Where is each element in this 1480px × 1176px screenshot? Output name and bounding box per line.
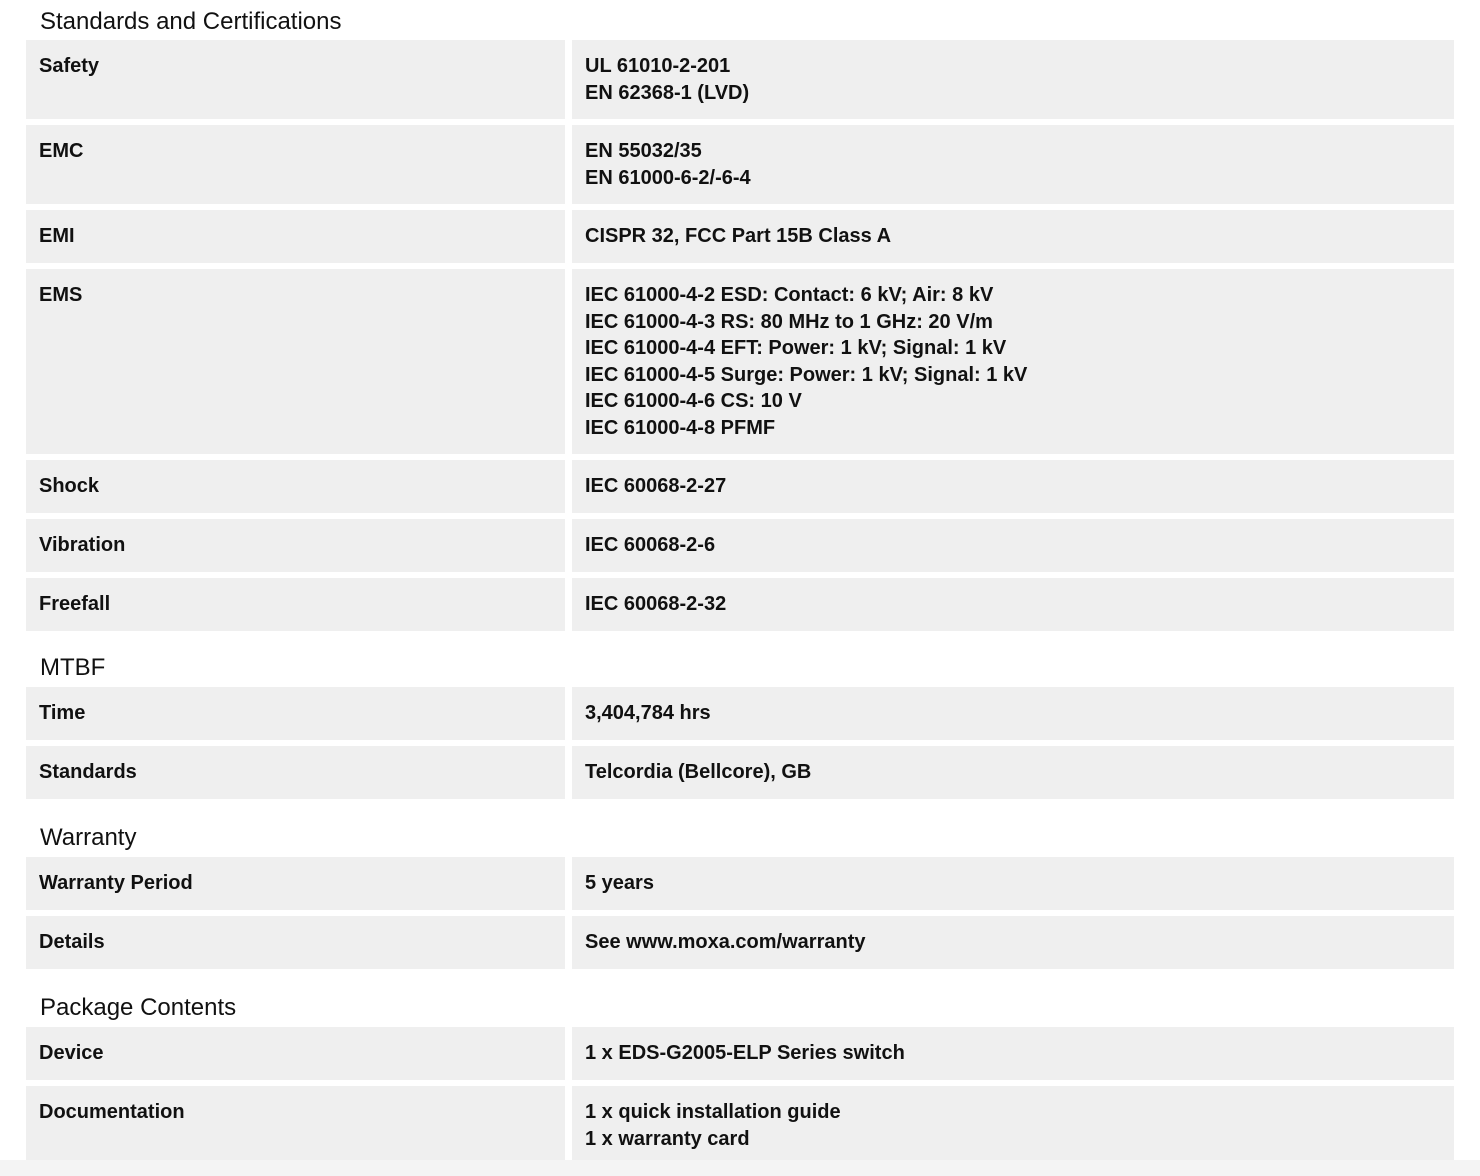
value-line: IEC 60068-2-6: [585, 534, 716, 556]
value-line: 3,404,784 hrs: [585, 702, 711, 724]
value-line: EN 61000-6-2/-6-4: [585, 166, 751, 189]
row-label: EMC: [26, 125, 572, 210]
value-line: IEC 60068-2-27: [585, 475, 727, 497]
row-label: Vibration: [26, 519, 572, 578]
row-label: Freefall: [26, 578, 572, 637]
row-value: [572, 1086, 1454, 1171]
value-line: Telcordia (Bellcore), GB: [585, 761, 812, 783]
value-line: CISPR 32, FCC Part 15B Class A: [585, 225, 892, 247]
section-title-package-contents: Package Contents: [40, 994, 237, 1021]
row-label: Documentation: [26, 1086, 572, 1171]
row-value: [572, 40, 1454, 125]
table-row: [26, 857, 1454, 916]
table-row: [26, 269, 1454, 460]
section-title-mtbf: MTBF: [40, 654, 106, 681]
row-value: [572, 916, 1454, 975]
row-label: Details: [26, 916, 572, 975]
value-line: IEC 61000-4-8 PFMF: [585, 416, 776, 439]
value-line: IEC 61000-4-6 CS: 10 V: [585, 390, 802, 412]
value-line: See www.moxa.com/warranty: [585, 931, 866, 953]
row-value: [572, 1027, 1454, 1086]
row-value: [572, 687, 1454, 746]
row-value: [572, 460, 1454, 519]
value-line: 1 x EDS-G2005-ELP Series switch: [585, 1042, 905, 1064]
table-row: [26, 519, 1454, 578]
value-line: EN 62368-1 (LVD): [585, 81, 750, 104]
table-row: [26, 578, 1454, 637]
value-line: 1 x quick installation guide: [585, 1101, 841, 1123]
table-row: [26, 916, 1454, 975]
row-label: EMI: [26, 210, 572, 269]
table-row: [26, 125, 1454, 210]
row-label: Safety: [26, 40, 572, 125]
row-value: [572, 519, 1454, 578]
row-label: Warranty Period: [26, 857, 572, 916]
value-line: IEC 60068-2-32: [585, 593, 727, 615]
value-line: UL 61010-2-201: [585, 55, 731, 77]
value-line: EN 55032/35: [585, 140, 702, 162]
table-row: [26, 210, 1454, 269]
table-row: [26, 40, 1454, 125]
row-value: [572, 210, 1454, 269]
value-line: 5 years: [585, 872, 654, 894]
value-line: 1 x warranty card: [585, 1127, 750, 1150]
row-value: [572, 578, 1454, 637]
row-label: Shock: [26, 460, 572, 519]
value-line: IEC 61000-4-2 ESD: Contact: 6 kV; Air: 8 kV: [585, 284, 994, 306]
value-line: IEC 61000-4-3 RS: 80 MHz to 1 GHz: 20 V/m: [585, 310, 993, 333]
spec-table-package-contents: [26, 1027, 1454, 1171]
value-line: IEC 61000-4-4 EFT: Power: 1 kV; Signal: 1 kV: [585, 337, 1007, 359]
bottom-edge: [0, 1160, 1480, 1176]
section-title-standards: Standards and Certifications: [40, 8, 342, 35]
row-value: [572, 269, 1454, 460]
table-row: [26, 460, 1454, 519]
value-line: IEC 61000-4-5 Surge: Power: 1 kV; Signal: 1 kV: [585, 363, 1028, 386]
row-label: Device: [26, 1027, 572, 1086]
row-label: Time: [26, 687, 572, 746]
row-value: [572, 125, 1454, 210]
spec-sheet: [26, 0, 1453, 1171]
section-title-warranty: Warranty: [40, 824, 137, 851]
row-value: [572, 857, 1454, 916]
table-row: [26, 687, 1454, 746]
spec-table-warranty: [26, 857, 1454, 975]
spec-table-standards: [26, 40, 1454, 637]
row-value: [572, 746, 1454, 805]
row-label: Standards: [26, 746, 572, 805]
row-label: EMS: [26, 269, 572, 460]
table-row: [26, 746, 1454, 805]
table-row: [26, 1027, 1454, 1086]
table-row: [26, 1086, 1454, 1171]
spec-table-mtbf: [26, 687, 1454, 805]
